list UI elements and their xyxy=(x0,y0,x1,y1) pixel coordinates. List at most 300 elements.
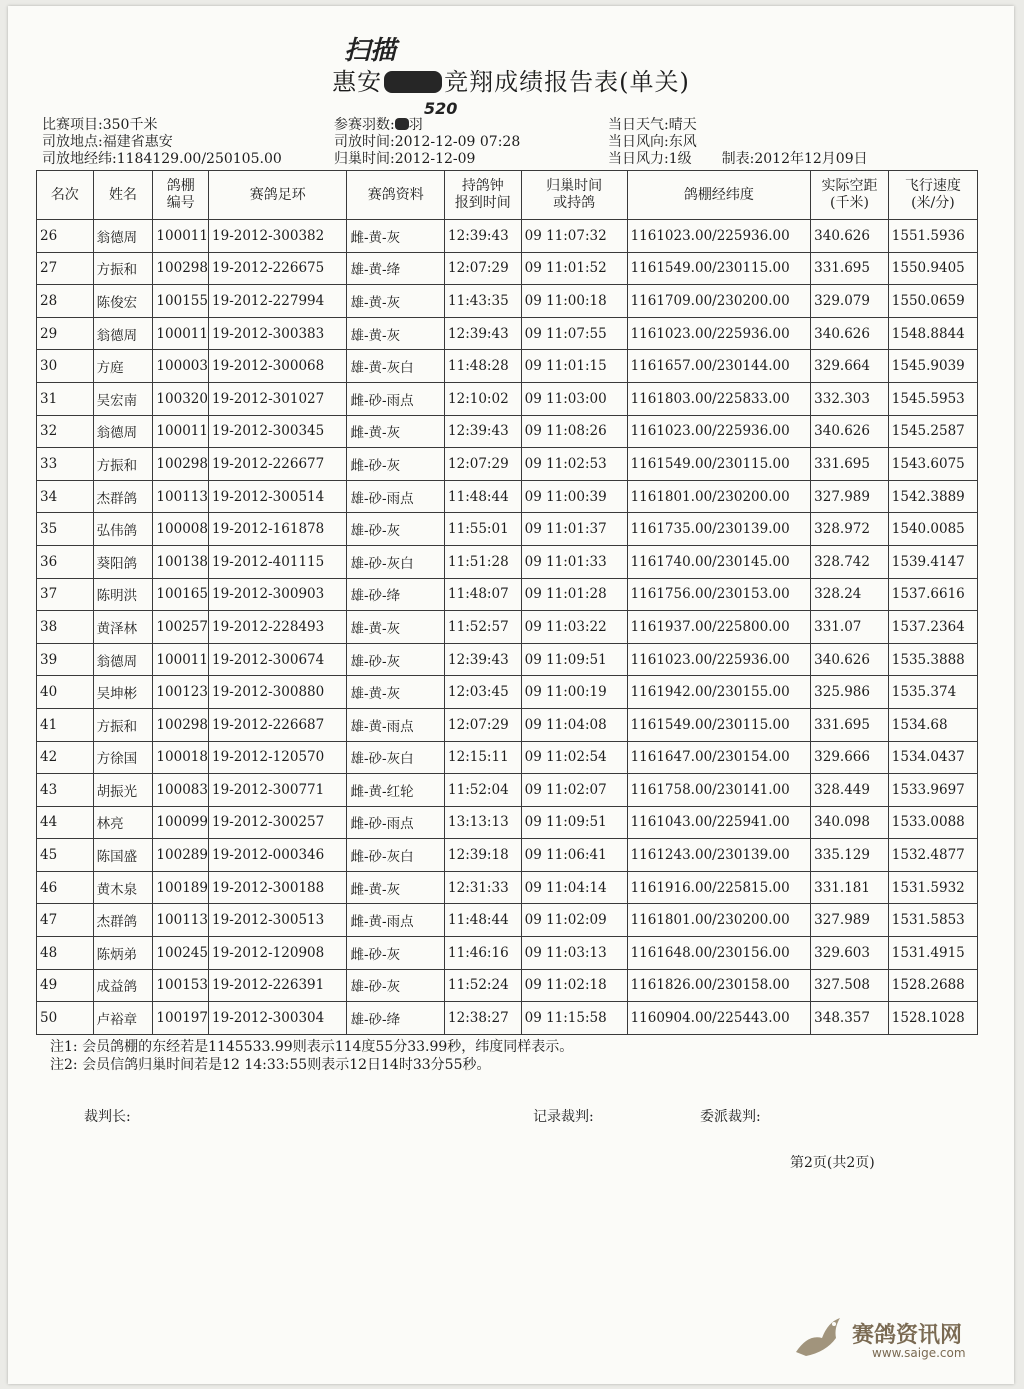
table-cell: 09 11:02:07 xyxy=(521,774,627,807)
table-cell: 100123 xyxy=(153,676,209,709)
note-2: 注2: 会员信鸽归巢时间若是12 14:33:55则表示12日14时33分55秒。 xyxy=(50,1057,491,1073)
table-cell: 19-2012-300513 xyxy=(209,904,347,937)
table-cell: 1535.374 xyxy=(888,676,977,709)
report-page xyxy=(8,6,1014,1384)
table-cell: 09 11:02:18 xyxy=(521,969,627,1002)
table-cell: 雄-砂-绛 xyxy=(347,578,445,611)
table-cell: 1161758.00/230141.00 xyxy=(627,774,811,807)
table-cell: 328.24 xyxy=(811,578,889,611)
table-row xyxy=(37,774,978,807)
table-row xyxy=(37,871,978,904)
table-cell: 340.626 xyxy=(811,317,889,350)
table-row xyxy=(37,806,978,839)
table-cell: 32 xyxy=(37,415,94,448)
table-cell: 12:07:29 xyxy=(445,708,522,741)
table-cell: 11:43:35 xyxy=(445,285,522,318)
table-cell: 1161647.00/230154.00 xyxy=(627,741,811,774)
table-cell: 雄-黄-灰 xyxy=(347,676,445,709)
table-cell: 1161648.00/230156.00 xyxy=(627,937,811,970)
table-cell: 100099 xyxy=(153,806,209,839)
table-cell: 328.972 xyxy=(811,513,889,546)
release-place-row: 司放地点:福建省惠安 xyxy=(42,134,173,150)
entries-row: 参赛羽数: 羽 xyxy=(334,117,423,133)
table-cell: 19-2012-228493 xyxy=(209,611,347,644)
table-cell: 雌-黄-灰 xyxy=(347,415,445,448)
table-cell: 方振和 xyxy=(93,252,153,285)
table-cell: 09 11:07:55 xyxy=(521,317,627,350)
table-cell: 雄-黄-灰 xyxy=(347,317,445,350)
column-header: 名次 xyxy=(37,171,94,220)
table-cell: 19-2012-300068 xyxy=(209,350,347,383)
table-cell: 1161756.00/230153.00 xyxy=(627,578,811,611)
table-cell: 328.742 xyxy=(811,545,889,578)
table-cell: 12:03:45 xyxy=(445,676,522,709)
table-cell: 44 xyxy=(37,806,94,839)
table-cell: 雄-砂-灰 xyxy=(347,513,445,546)
table-cell: 09 11:03:22 xyxy=(521,611,627,644)
report-title xyxy=(8,62,1014,97)
table-cell: 1548.8844 xyxy=(888,317,977,350)
table-cell: 19-2012-301027 xyxy=(209,382,347,415)
column-header: 鸽棚经纬度 xyxy=(627,171,811,220)
table-cell: 43 xyxy=(37,774,94,807)
table-row xyxy=(37,545,978,578)
table-cell: 331.695 xyxy=(811,448,889,481)
table-cell: 09 11:01:37 xyxy=(521,513,627,546)
table-cell: 成益鸽 xyxy=(93,969,153,1002)
table-cell: 1528.1028 xyxy=(888,1002,977,1035)
table-cell: 1161549.00/230115.00 xyxy=(627,448,811,481)
table-cell: 1542.3889 xyxy=(888,480,977,513)
table-cell: 胡振光 xyxy=(93,774,153,807)
table-cell: 雄-砂-灰白 xyxy=(347,741,445,774)
table-cell: 1533.0088 xyxy=(888,806,977,839)
table-cell: 1161709.00/230200.00 xyxy=(627,285,811,318)
table-cell: 19-2012-300383 xyxy=(209,317,347,350)
table-cell: 19-2012-226687 xyxy=(209,708,347,741)
table-cell: 11:52:57 xyxy=(445,611,522,644)
table-cell: 09 11:15:58 xyxy=(521,1002,627,1035)
table-cell: 340.626 xyxy=(811,220,889,253)
table-cell: 1161043.00/225941.00 xyxy=(627,806,811,839)
table-cell: 杰群鸽 xyxy=(93,480,153,513)
return-time-row: 归巢时间:2012-12-09 xyxy=(334,151,476,167)
table-cell: 30 xyxy=(37,350,94,383)
page-number: 第2页(共2页) xyxy=(790,1155,875,1171)
table-cell: 100298 xyxy=(153,708,209,741)
table-cell: 1161916.00/225815.00 xyxy=(627,871,811,904)
table-cell: 41 xyxy=(37,708,94,741)
table-cell: 1161801.00/230200.00 xyxy=(627,480,811,513)
table-row xyxy=(37,382,978,415)
table-cell: 11:48:07 xyxy=(445,578,522,611)
handwritten-scan-mark: 扫描 xyxy=(344,36,397,66)
table-cell: 09 11:00:18 xyxy=(521,285,627,318)
table-cell: 黄泽林 xyxy=(93,611,153,644)
table-cell: 雌-黄-雨点 xyxy=(347,904,445,937)
table-cell: 1532.4877 xyxy=(888,839,977,872)
event-row: 比赛项目:350千米 xyxy=(42,117,158,133)
table-cell: 09 11:01:33 xyxy=(521,545,627,578)
table-cell: 1161735.00/230139.00 xyxy=(627,513,811,546)
table-cell: 1545.2587 xyxy=(888,415,977,448)
table-cell: 陈明洪 xyxy=(93,578,153,611)
table-cell: 雌-黄-灰 xyxy=(347,871,445,904)
table-cell: 1534.68 xyxy=(888,708,977,741)
table-cell: 331.181 xyxy=(811,871,889,904)
watermark xyxy=(788,1304,998,1374)
column-header: 飞行速度 (米/分) xyxy=(888,171,977,220)
table-cell: 13:13:13 xyxy=(445,806,522,839)
table-row xyxy=(37,513,978,546)
table-cell: 1161023.00/225936.00 xyxy=(627,220,811,253)
wind-dir-row: 当日风向:东风 xyxy=(608,134,697,150)
table-row xyxy=(37,708,978,741)
table-cell: 340.098 xyxy=(811,806,889,839)
column-header: 实际空距 (千米) xyxy=(811,171,889,220)
table-cell: 19-2012-300674 xyxy=(209,643,347,676)
table-cell: 09 11:01:52 xyxy=(521,252,627,285)
table-cell: 11:52:24 xyxy=(445,969,522,1002)
table-cell: 12:39:43 xyxy=(445,415,522,448)
table-cell: 329.664 xyxy=(811,350,889,383)
table-cell: 19-2012-226677 xyxy=(209,448,347,481)
table-cell: 1161942.00/230155.00 xyxy=(627,676,811,709)
chief-judge-signature: 裁判长: xyxy=(84,1109,131,1125)
table-cell: 11:52:04 xyxy=(445,774,522,807)
table-cell: 12:10:02 xyxy=(445,382,522,415)
table-row xyxy=(37,643,978,676)
table-cell: 11:51:28 xyxy=(445,545,522,578)
table-cell: 翁德周 xyxy=(93,317,153,350)
table-cell: 1531.5853 xyxy=(888,904,977,937)
meta-column-2 xyxy=(334,117,520,168)
table-cell: 1161740.00/230145.00 xyxy=(627,545,811,578)
table-cell: 332.303 xyxy=(811,382,889,415)
table-cell: 雄-砂-雨点 xyxy=(347,480,445,513)
table-cell: 09 11:01:28 xyxy=(521,578,627,611)
table-cell: 100189 xyxy=(153,871,209,904)
table-cell: 12:31:33 xyxy=(445,871,522,904)
table-cell: 28 xyxy=(37,285,94,318)
redaction-blot xyxy=(384,71,442,93)
table-cell: 19-2012-300880 xyxy=(209,676,347,709)
table-cell: 方振和 xyxy=(93,448,153,481)
table-cell: 335.129 xyxy=(811,839,889,872)
table-cell: 331.07 xyxy=(811,611,889,644)
weather-row: 当日天气:晴天 xyxy=(608,117,697,133)
table-cell: 1550.9405 xyxy=(888,252,977,285)
table-cell: 1540.0085 xyxy=(888,513,977,546)
table-cell: 雄-黄-雨点 xyxy=(347,708,445,741)
note-1: 注1: 会员鸽棚的东经若是1145533.99则表示114度55分33.99秒，纬度同样表示。 xyxy=(50,1039,574,1055)
table-cell: 09 11:01:15 xyxy=(521,350,627,383)
table-cell: 19-2012-300382 xyxy=(209,220,347,253)
table-cell: 1531.5932 xyxy=(888,871,977,904)
table-cell: 325.986 xyxy=(811,676,889,709)
table-cell: 100298 xyxy=(153,252,209,285)
table-cell: 1161549.00/230115.00 xyxy=(627,708,811,741)
table-cell: 雌-砂-灰 xyxy=(347,937,445,970)
column-header: 归巢时间 或持鸽 xyxy=(521,171,627,220)
table-row xyxy=(37,285,978,318)
notes xyxy=(50,1038,573,1074)
table-cell: 329.666 xyxy=(811,741,889,774)
table-row xyxy=(37,350,978,383)
table-cell: 100011 xyxy=(153,317,209,350)
table-cell: 雌-黄-红轮 xyxy=(347,774,445,807)
table-cell: 36 xyxy=(37,545,94,578)
table-cell: 100245 xyxy=(153,937,209,970)
table-cell: 12:07:29 xyxy=(445,448,522,481)
table-cell: 吴坤彬 xyxy=(93,676,153,709)
table-cell: 19-2012-120908 xyxy=(209,937,347,970)
handwritten-entry-count: 520 xyxy=(424,99,458,118)
made-date: 制表: xyxy=(721,151,755,167)
watermark-name: 赛鸽资讯网 xyxy=(852,1323,963,1348)
table-cell: 19-2012-401115 xyxy=(209,545,347,578)
table-cell: 19-2012-120570 xyxy=(209,741,347,774)
table-cell: 100003 xyxy=(153,350,209,383)
table-cell: 雌-黄-灰 xyxy=(347,220,445,253)
table-cell: 卢裕章 xyxy=(93,1002,153,1035)
table-cell: 09 11:02:09 xyxy=(521,904,627,937)
table-cell: 29 xyxy=(37,317,94,350)
table-cell: 11:48:28 xyxy=(445,350,522,383)
table-cell: 陈国盛 xyxy=(93,839,153,872)
table-cell: 39 xyxy=(37,643,94,676)
table-cell: 1537.2364 xyxy=(888,611,977,644)
column-header: 持鸽钟 报到时间 xyxy=(445,171,522,220)
appointed-judge-signature: 委派裁判: xyxy=(700,1109,761,1125)
table-cell: 吴宏南 xyxy=(93,382,153,415)
table-cell: 33 xyxy=(37,448,94,481)
table-cell: 327.989 xyxy=(811,904,889,937)
table-cell: 100018 xyxy=(153,741,209,774)
table-cell: 19-2012-300514 xyxy=(209,480,347,513)
meta-column-3 xyxy=(608,117,868,168)
table-cell: 19-2012-161878 xyxy=(209,513,347,546)
table-cell: 雄-黄-灰白 xyxy=(347,350,445,383)
table-cell: 翁德周 xyxy=(93,220,153,253)
table-cell: 12:39:43 xyxy=(445,220,522,253)
table-cell: 翁德周 xyxy=(93,415,153,448)
table-cell: 100197 xyxy=(153,1002,209,1035)
table-cell: 26 xyxy=(37,220,94,253)
table-cell: 雄-黄-灰 xyxy=(347,285,445,318)
table-cell: 27 xyxy=(37,252,94,285)
table-cell: 50 xyxy=(37,1002,94,1035)
table-cell: 1161023.00/225936.00 xyxy=(627,643,811,676)
table-row xyxy=(37,1002,978,1035)
table-cell: 329.079 xyxy=(811,285,889,318)
column-header: 鸽棚 编号 xyxy=(153,171,209,220)
table-cell: 340.626 xyxy=(811,643,889,676)
table-cell: 100113 xyxy=(153,904,209,937)
table-cell: 19-2012-000346 xyxy=(209,839,347,872)
table-cell: 09 11:02:53 xyxy=(521,448,627,481)
table-cell: 100011 xyxy=(153,643,209,676)
release-time-row: 司放时间:2012-12-09 07:28 xyxy=(334,134,521,150)
table-cell: 100257 xyxy=(153,611,209,644)
table-cell: 1161937.00/225800.00 xyxy=(627,611,811,644)
column-header: 姓名 xyxy=(93,171,153,220)
table-cell: 1545.9039 xyxy=(888,350,977,383)
table-cell: 100008 xyxy=(153,513,209,546)
table-cell: 11:46:16 xyxy=(445,937,522,970)
table-row xyxy=(37,611,978,644)
table-cell: 38 xyxy=(37,611,94,644)
table-cell: 1161023.00/225936.00 xyxy=(627,415,811,448)
table-cell: 19-2012-300304 xyxy=(209,1002,347,1035)
table-cell: 雌-砂-雨点 xyxy=(347,806,445,839)
table-cell: 09 11:09:51 xyxy=(521,806,627,839)
column-header: 赛鸽资料 xyxy=(347,171,445,220)
wind-force-row: 当日风力:1级 制表:2012年12月09日 xyxy=(608,151,868,167)
table-cell: 1531.4915 xyxy=(888,937,977,970)
table-cell: 12:39:18 xyxy=(445,839,522,872)
table-cell: 陈炳弟 xyxy=(93,937,153,970)
table-cell: 09 11:02:54 xyxy=(521,741,627,774)
table-cell: 12:15:11 xyxy=(445,741,522,774)
table-cell: 35 xyxy=(37,513,94,546)
table-row xyxy=(37,317,978,350)
table-cell: 19-2012-300345 xyxy=(209,415,347,448)
table-cell: 19-2012-226391 xyxy=(209,969,347,1002)
table-cell: 45 xyxy=(37,839,94,872)
record-judge-signature: 记录裁判: xyxy=(533,1109,594,1125)
table-cell: 331.695 xyxy=(811,252,889,285)
table-cell: 348.357 xyxy=(811,1002,889,1035)
table-cell: 09 11:09:51 xyxy=(521,643,627,676)
table-cell: 09 11:08:26 xyxy=(521,415,627,448)
title-left: 惠安 xyxy=(332,68,383,96)
table-cell: 09 11:00:39 xyxy=(521,480,627,513)
table-cell: 雄-黄-灰 xyxy=(347,611,445,644)
table-cell: 12:39:43 xyxy=(445,643,522,676)
table-cell: 49 xyxy=(37,969,94,1002)
table-cell: 100153 xyxy=(153,969,209,1002)
table-cell: 葵阳鸽 xyxy=(93,545,153,578)
table-cell: 1543.6075 xyxy=(888,448,977,481)
table-cell: 34 xyxy=(37,480,94,513)
table-cell: 方庭 xyxy=(93,350,153,383)
table-row xyxy=(37,937,978,970)
table-row xyxy=(37,415,978,448)
column-header: 赛鸽足环 xyxy=(209,171,347,220)
table-cell: 100113 xyxy=(153,480,209,513)
table-row xyxy=(37,480,978,513)
table-row xyxy=(37,676,978,709)
table-cell: 100298 xyxy=(153,448,209,481)
table-cell: 方振和 xyxy=(93,708,153,741)
table-cell: 11:48:44 xyxy=(445,480,522,513)
table-cell: 1550.0659 xyxy=(888,285,977,318)
table-row xyxy=(37,252,978,285)
table-header-row xyxy=(37,171,978,220)
table-cell: 12:38:27 xyxy=(445,1002,522,1035)
table-cell: 100320 xyxy=(153,382,209,415)
title-right: 竞翔成绩报告表(单关) xyxy=(444,68,690,96)
table-cell: 12:07:29 xyxy=(445,252,522,285)
table-cell: 09 11:03:13 xyxy=(521,937,627,970)
table-cell: 杰群鸽 xyxy=(93,904,153,937)
table-cell: 11:48:44 xyxy=(445,904,522,937)
redaction-blot-small xyxy=(395,118,409,130)
table-cell: 19-2012-300903 xyxy=(209,578,347,611)
table-cell: 陈俊宏 xyxy=(93,285,153,318)
table-cell: 1535.3888 xyxy=(888,643,977,676)
table-row xyxy=(37,969,978,1002)
table-row xyxy=(37,220,978,253)
table-cell: 1161023.00/225936.00 xyxy=(627,317,811,350)
table-cell: 雌-砂-雨点 xyxy=(347,382,445,415)
table-cell: 328.449 xyxy=(811,774,889,807)
table-cell: 1533.9697 xyxy=(888,774,977,807)
table-cell: 1161826.00/230158.00 xyxy=(627,969,811,1002)
table-cell: 37 xyxy=(37,578,94,611)
table-cell: 329.603 xyxy=(811,937,889,970)
pigeon-logo-icon xyxy=(788,1304,848,1364)
table-cell: 327.508 xyxy=(811,969,889,1002)
table-cell: 雄-砂-灰白 xyxy=(347,545,445,578)
table-cell: 19-2012-227994 xyxy=(209,285,347,318)
table-cell: 31 xyxy=(37,382,94,415)
table-cell: 雌-砂-灰 xyxy=(347,448,445,481)
table-cell: 19-2012-226675 xyxy=(209,252,347,285)
table-cell: 雄-砂-灰 xyxy=(347,643,445,676)
table-cell: 19-2012-300257 xyxy=(209,806,347,839)
table-cell: 340.626 xyxy=(811,415,889,448)
table-cell: 方徐国 xyxy=(93,741,153,774)
table-cell: 1537.6616 xyxy=(888,578,977,611)
table-cell: 雄-砂-绛 xyxy=(347,1002,445,1035)
table-cell: 19-2012-300771 xyxy=(209,774,347,807)
table-row xyxy=(37,578,978,611)
table-cell: 327.989 xyxy=(811,480,889,513)
table-cell: 1161657.00/230144.00 xyxy=(627,350,811,383)
table-cell: 09 11:04:08 xyxy=(521,708,627,741)
table-cell: 100011 xyxy=(153,220,209,253)
table-cell: 1528.2688 xyxy=(888,969,977,1002)
table-cell: 1161549.00/230115.00 xyxy=(627,252,811,285)
table-cell: 40 xyxy=(37,676,94,709)
table-cell: 雄-黄-绛 xyxy=(347,252,445,285)
table-cell: 11:55:01 xyxy=(445,513,522,546)
table-cell: 48 xyxy=(37,937,94,970)
table-row xyxy=(37,904,978,937)
table-cell: 100011 xyxy=(153,415,209,448)
table-cell: 1545.5953 xyxy=(888,382,977,415)
table-cell: 09 11:04:14 xyxy=(521,871,627,904)
table-cell: 09 11:06:41 xyxy=(521,839,627,872)
watermark-url: www.saige.com xyxy=(872,1346,966,1360)
table-cell: 331.695 xyxy=(811,708,889,741)
table-cell: 1161243.00/230139.00 xyxy=(627,839,811,872)
meta-column-1 xyxy=(42,117,282,168)
table-cell: 雌-砂-灰白 xyxy=(347,839,445,872)
table-body xyxy=(37,220,978,1035)
table-cell: 100289 xyxy=(153,839,209,872)
table-cell: 1161803.00/225833.00 xyxy=(627,382,811,415)
table-cell: 09 11:03:00 xyxy=(521,382,627,415)
table-cell: 黄木泉 xyxy=(93,871,153,904)
table-row xyxy=(37,448,978,481)
table-cell: 100165 xyxy=(153,578,209,611)
table-cell: 弘伟鸽 xyxy=(93,513,153,546)
table-cell: 翁德周 xyxy=(93,643,153,676)
table-cell: 42 xyxy=(37,741,94,774)
